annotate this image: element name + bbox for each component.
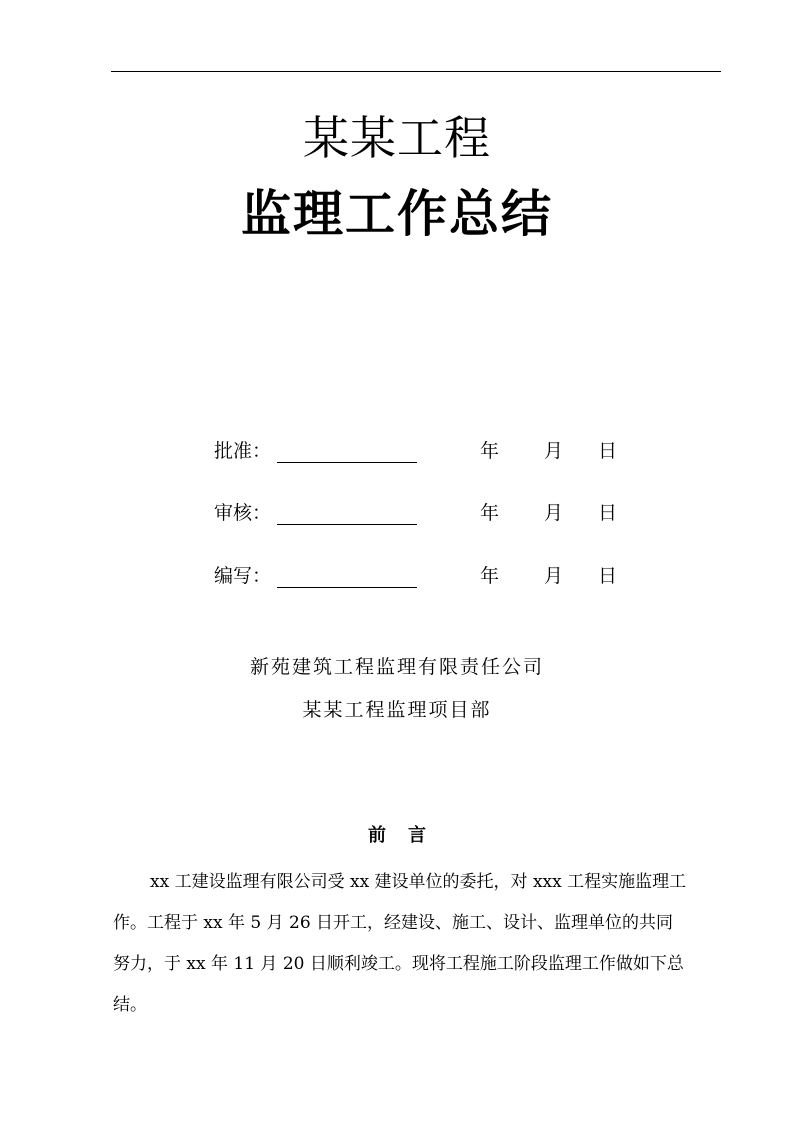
- review-month: 月: [544, 502, 564, 524]
- preface-heading: [0, 822, 794, 850]
- review-label: 审核：: [214, 502, 272, 524]
- author-label: 编写：: [214, 565, 272, 587]
- header-rule: [111, 71, 721, 72]
- author-row: [0, 561, 794, 591]
- preface-line: 努力，于 xx 年 11 月 20 日顺利竣工。现将工程施工阶段监理工作做如下总: [113, 954, 684, 974]
- author-day: 日: [598, 565, 618, 587]
- review-day: 日: [598, 502, 618, 524]
- project-department: 某某工程监理项目部: [302, 699, 492, 721]
- document-title: 监理工作总结: [241, 184, 553, 243]
- approval-year: 年: [480, 440, 500, 462]
- preface-heading-part2: 言: [408, 825, 426, 846]
- project-title: 某某工程: [303, 111, 491, 165]
- preface-paragraph: [113, 862, 721, 1026]
- approval-row: [0, 436, 794, 466]
- preface-line: 结。: [113, 995, 147, 1015]
- review-year: 年: [480, 502, 500, 524]
- review-signature-line: [277, 524, 417, 525]
- review-row: [0, 498, 794, 528]
- company-name: 新苑建筑工程监理有限责任公司: [249, 656, 544, 678]
- preface-heading-part1: 前: [368, 825, 386, 846]
- approval-label: 批准：: [214, 440, 272, 462]
- preface-line: 作。工程于 xx 年 5 月 26 日开工，经建设、施工、设计、监理单位的共同: [113, 913, 674, 933]
- approval-day: 日: [598, 440, 618, 462]
- author-year: 年: [480, 565, 500, 587]
- author-signature-line: [277, 587, 417, 588]
- approval-signature-line: [277, 462, 417, 463]
- author-month: 月: [544, 565, 564, 587]
- approval-month: 月: [544, 440, 564, 462]
- preface-line: xx 工建设监理有限公司受 xx 建设单位的委托，对 xxx 工程实施监理工: [150, 872, 687, 892]
